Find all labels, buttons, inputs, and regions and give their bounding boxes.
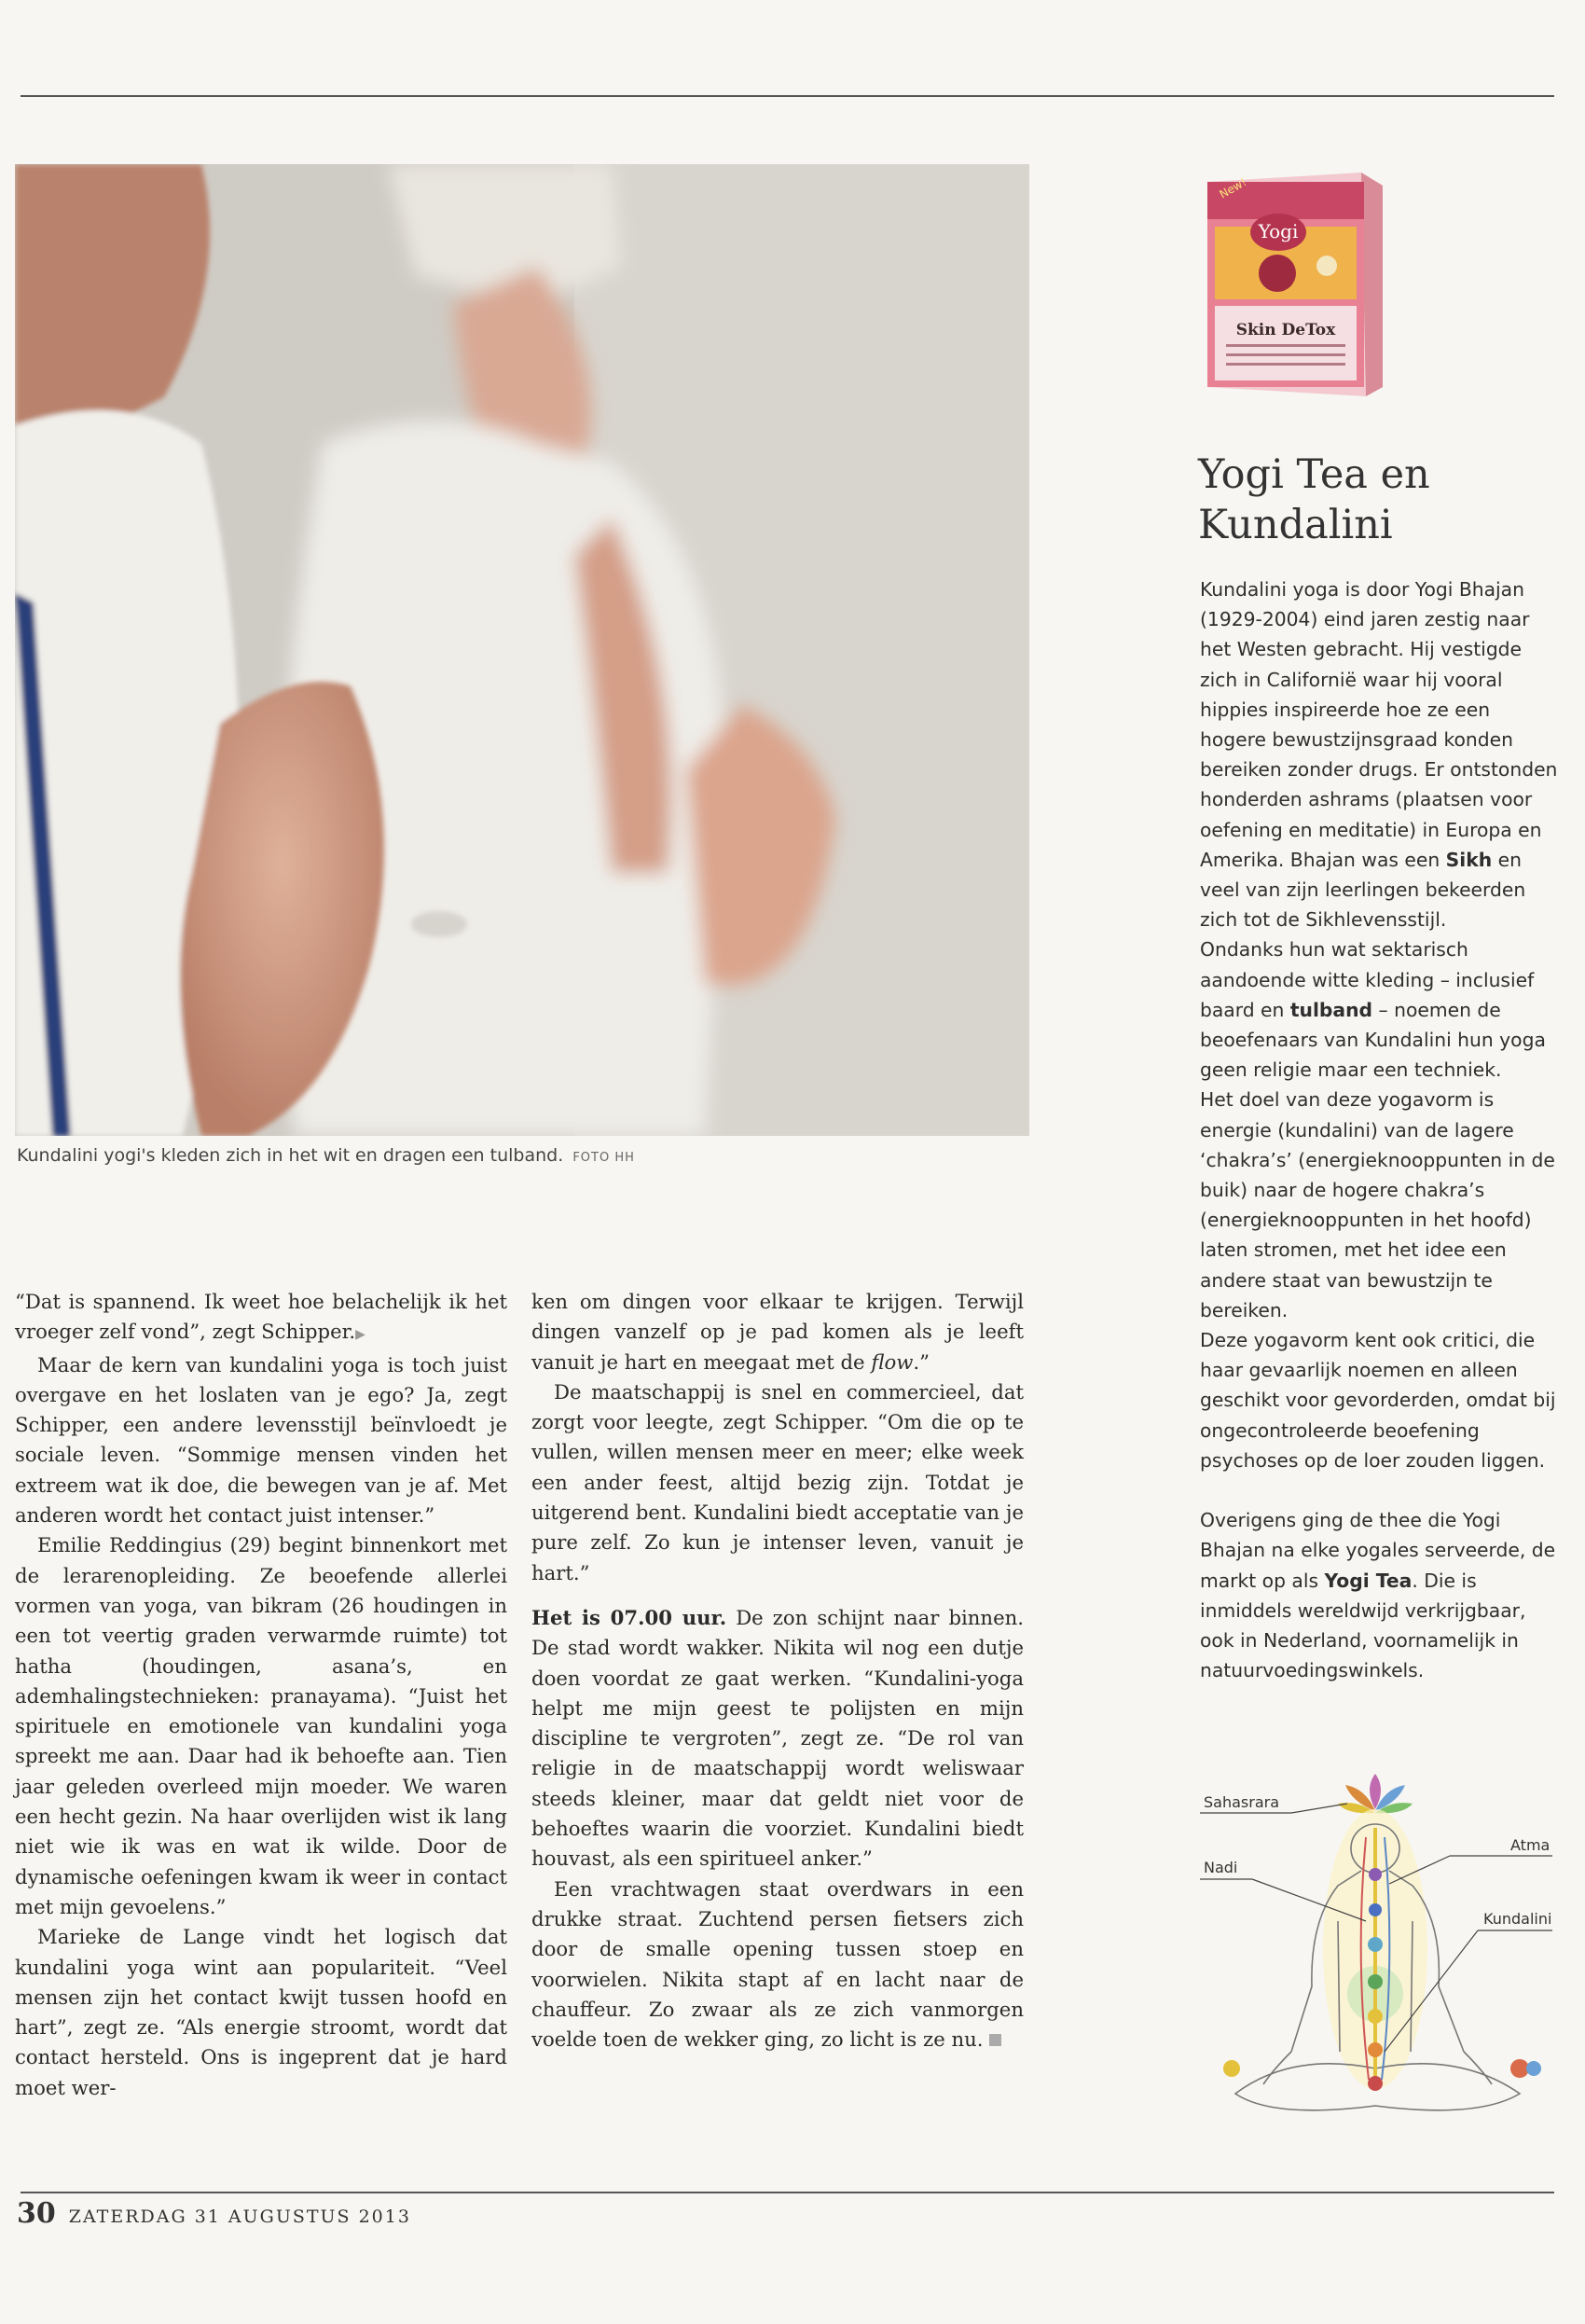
tea-name: Skin DeTox	[1235, 321, 1336, 339]
sidebar-text: – noemen de beoefenaars van Kundalini hun yoga geen religie maar een techniek.	[1200, 998, 1546, 1082]
arrow-icon: ▶	[355, 1327, 365, 1343]
paragraph: Marieke de Lange vindt het logisch dat kundalini yoga wint aan populariteit. “Veel mensen zijn het contact kwijt tussen hoofd en hart”, zegt ze. “Als energie stroomt, wordt dat contact hersteld. Ons is ingeprent dat je hard moet wer-	[15, 1925, 507, 2099]
paragraph-text: “Dat is spannend. Ik weet hoe belachelijk ik het vroeger zelf vond”, zegt Schipper.	[15, 1290, 507, 1344]
article-photo	[15, 164, 1029, 1136]
sidebar-paragraph: Het doel van deze yogavorm is energie (kundalini) van de lagere ‘chakra’s’ (energieknooppunten in de buik) naar de hogere chakra’s (energieknooppunten in het hoofd) laten stromen, met het idee een andere staat van bewustzijn te bereiken.	[1200, 1088, 1555, 1321]
bottom-rule	[21, 2192, 1554, 2193]
paragraph: Maar de kern van kundalini yoga is toch juist overgave en het loslaten van je ego? Ja, zegt Schipper, een andere levensstijl beïnvloedt je sociale leven. “Sommige mensen vinden het extreem wat ik doe, die bewegen van je af. Met anderen wordt het contact juist intenser.”	[15, 1352, 507, 1528]
sidebar-body	[1200, 574, 1559, 1685]
page-footer	[17, 2197, 411, 2230]
issue-date: ZATERDAG 31 AUGUSTUS 2013	[68, 2206, 411, 2227]
yogi-photo-illustration	[15, 164, 1029, 1136]
meditating-figure-illustration	[1198, 1772, 1557, 2145]
label-atma: Atma	[1510, 1836, 1551, 1854]
paragraph-text: ken om dingen voor elkaar te krijgen. Terwijl dingen vanzelf op je pad komen als je leeft vanuit je hart en meegaat met de	[531, 1290, 1024, 1374]
article-column-2	[531, 1287, 1024, 2054]
end-mark-icon	[989, 2034, 1001, 2046]
sidebar-paragraph	[1200, 1505, 1559, 1685]
sidebar-paragraph: Deze yogavorm kent ook critici, die haar gevaarlijk noemen en alleen geschikt voor gevorderden, omdat bij ongecontroleerde beoefening psychoses op de loer zouden liggen.	[1200, 1329, 1556, 1472]
tea-box-icon	[1198, 171, 1389, 399]
paragraph	[531, 1603, 1024, 1874]
paragraph	[15, 1287, 507, 1350]
tea-badge: New!	[1217, 174, 1249, 201]
sidebar-text: Ondanks hun wat sektarisch aandoende witte kleding – inclusief baard en	[1200, 938, 1535, 1021]
sidebar-bold: Yogi Tea	[1324, 1569, 1413, 1592]
photo-credit: FOTO HH	[572, 1151, 635, 1165]
photo-caption	[17, 1145, 1042, 1166]
paragraph	[531, 1287, 1024, 1377]
italic-word: flow	[871, 1349, 914, 1374]
sidebar-title: Yogi Tea en Kundalini	[1198, 451, 1430, 548]
caption-text: Kundalini yogi's kleden zich in het wit en dragen een tulband.	[17, 1145, 564, 1166]
sidebar-paragraph	[1200, 574, 1559, 934]
top-rule	[21, 95, 1554, 97]
sidebar-text: . Die is inmiddels wereldwijd verkrijgbaar, ook in Nederland, voornamelijk in natuurvoedingswinkels.	[1200, 1569, 1526, 1682]
page-number: 30	[17, 2197, 56, 2230]
paragraph: Emilie Reddingius (29) begint binnenkort met de lerarenopleiding. Ze beoefende allerlei vormen van yoga, van bikram (26 houdingen in een tot veertig graden verwarmde ruimte) tot hatha (houdingen, asana’s, en ademhalingstechnieken: pranayama). “Juist het spirituele en emotionele van kundalini yoga spreekt me aan. Daar had ik behoefte aan. Tien jaar geleden overleed mijn moeder. We waren een hecht gezin. Na haar overlijden wist ik lang niet wie ik was en wat ik wilde. Door de dynamische oefeningen kwam ik weer in contact met mijn gevoelens.”	[15, 1533, 507, 1918]
sidebar-text: en veel van zijn leerlingen bekeerden zich tot de Sikhlevensstijl.	[1200, 848, 1526, 932]
yogi-tea-box	[1198, 171, 1389, 399]
paragraph-text-end: .”	[913, 1349, 930, 1374]
label-kundalini: Kundalini	[1483, 1910, 1552, 1928]
sidebar-paragraph	[1200, 934, 1559, 1085]
section-lead: Het is 07.00 uur.	[531, 1605, 727, 1629]
sidebar-text: Kundalini yoga is door Yogi Bhajan (1929-2004) eind jaren zestig naar het Westen gebracht. Hij vestigde zich in Californië waar hij vooral hippies inspireerde hoe ze een hogere bewustzijnsgraad konden bereiken zonder drugs. Er ontstonden honderden ashrams (plaatsen voor oefening en meditatie) in Europa en Amerika. Bhajan was een	[1200, 578, 1558, 871]
paragraph	[531, 1874, 1024, 2055]
paragraph: De maatschappij is snel en commercieel, dat zorgt voor leegte, zegt Schipper. “Om die op te vullen, willen mensen meer en meer; elke week een ander feest, altijd bezig zijn. Totdat je uitgerend bent. Kundalini biedt acceptatie van je pure zelf. Zo kun je intenser leven, vanuit je hart.”	[531, 1379, 1024, 1584]
sidebar-bold: Sikh	[1445, 848, 1493, 871]
tea-brand: Yogi	[1258, 220, 1299, 242]
sidebar-bold: tulband	[1289, 998, 1373, 1021]
paragraph-text: De zon schijnt naar binnen. De stad wordt wakker. Nikita wil nog een dutje doen voordat ze gaat werken. “Kundalini-yoga helpt me mijn geest te polijsten en mijn discipline te vergroten”, zegt ze. “De rol van religie in de maatschappij wordt weliswaar steeds kleiner, maar dat geldt niet voor de behoeftes waarin die voorziet. Kundalini biedt houvast, als een spiritueel anker.”	[531, 1605, 1024, 1871]
chakra-diagram	[1198, 1772, 1557, 2145]
sidebar-text: Overigens ging de thee die Yogi Bhajan na elke yogales serveerde, de markt op als	[1200, 1509, 1556, 1592]
label-sahasrara: Sahasrara	[1204, 1793, 1280, 1811]
paragraph-text: Een vrachtwagen staat overdwars in een drukke straat. Zuchtend persen fietsers zich door de smalle opening tussen stoep en voorwielen. Nikita stapt af en lacht naar de chauffeur. Zo zwaar als ze zich vanmorgen voelde toen de wekker ging, zo licht is ze nu.	[531, 1876, 1024, 2052]
label-nadi: Nadi	[1204, 1859, 1238, 1876]
article-column-1	[15, 1287, 507, 2103]
